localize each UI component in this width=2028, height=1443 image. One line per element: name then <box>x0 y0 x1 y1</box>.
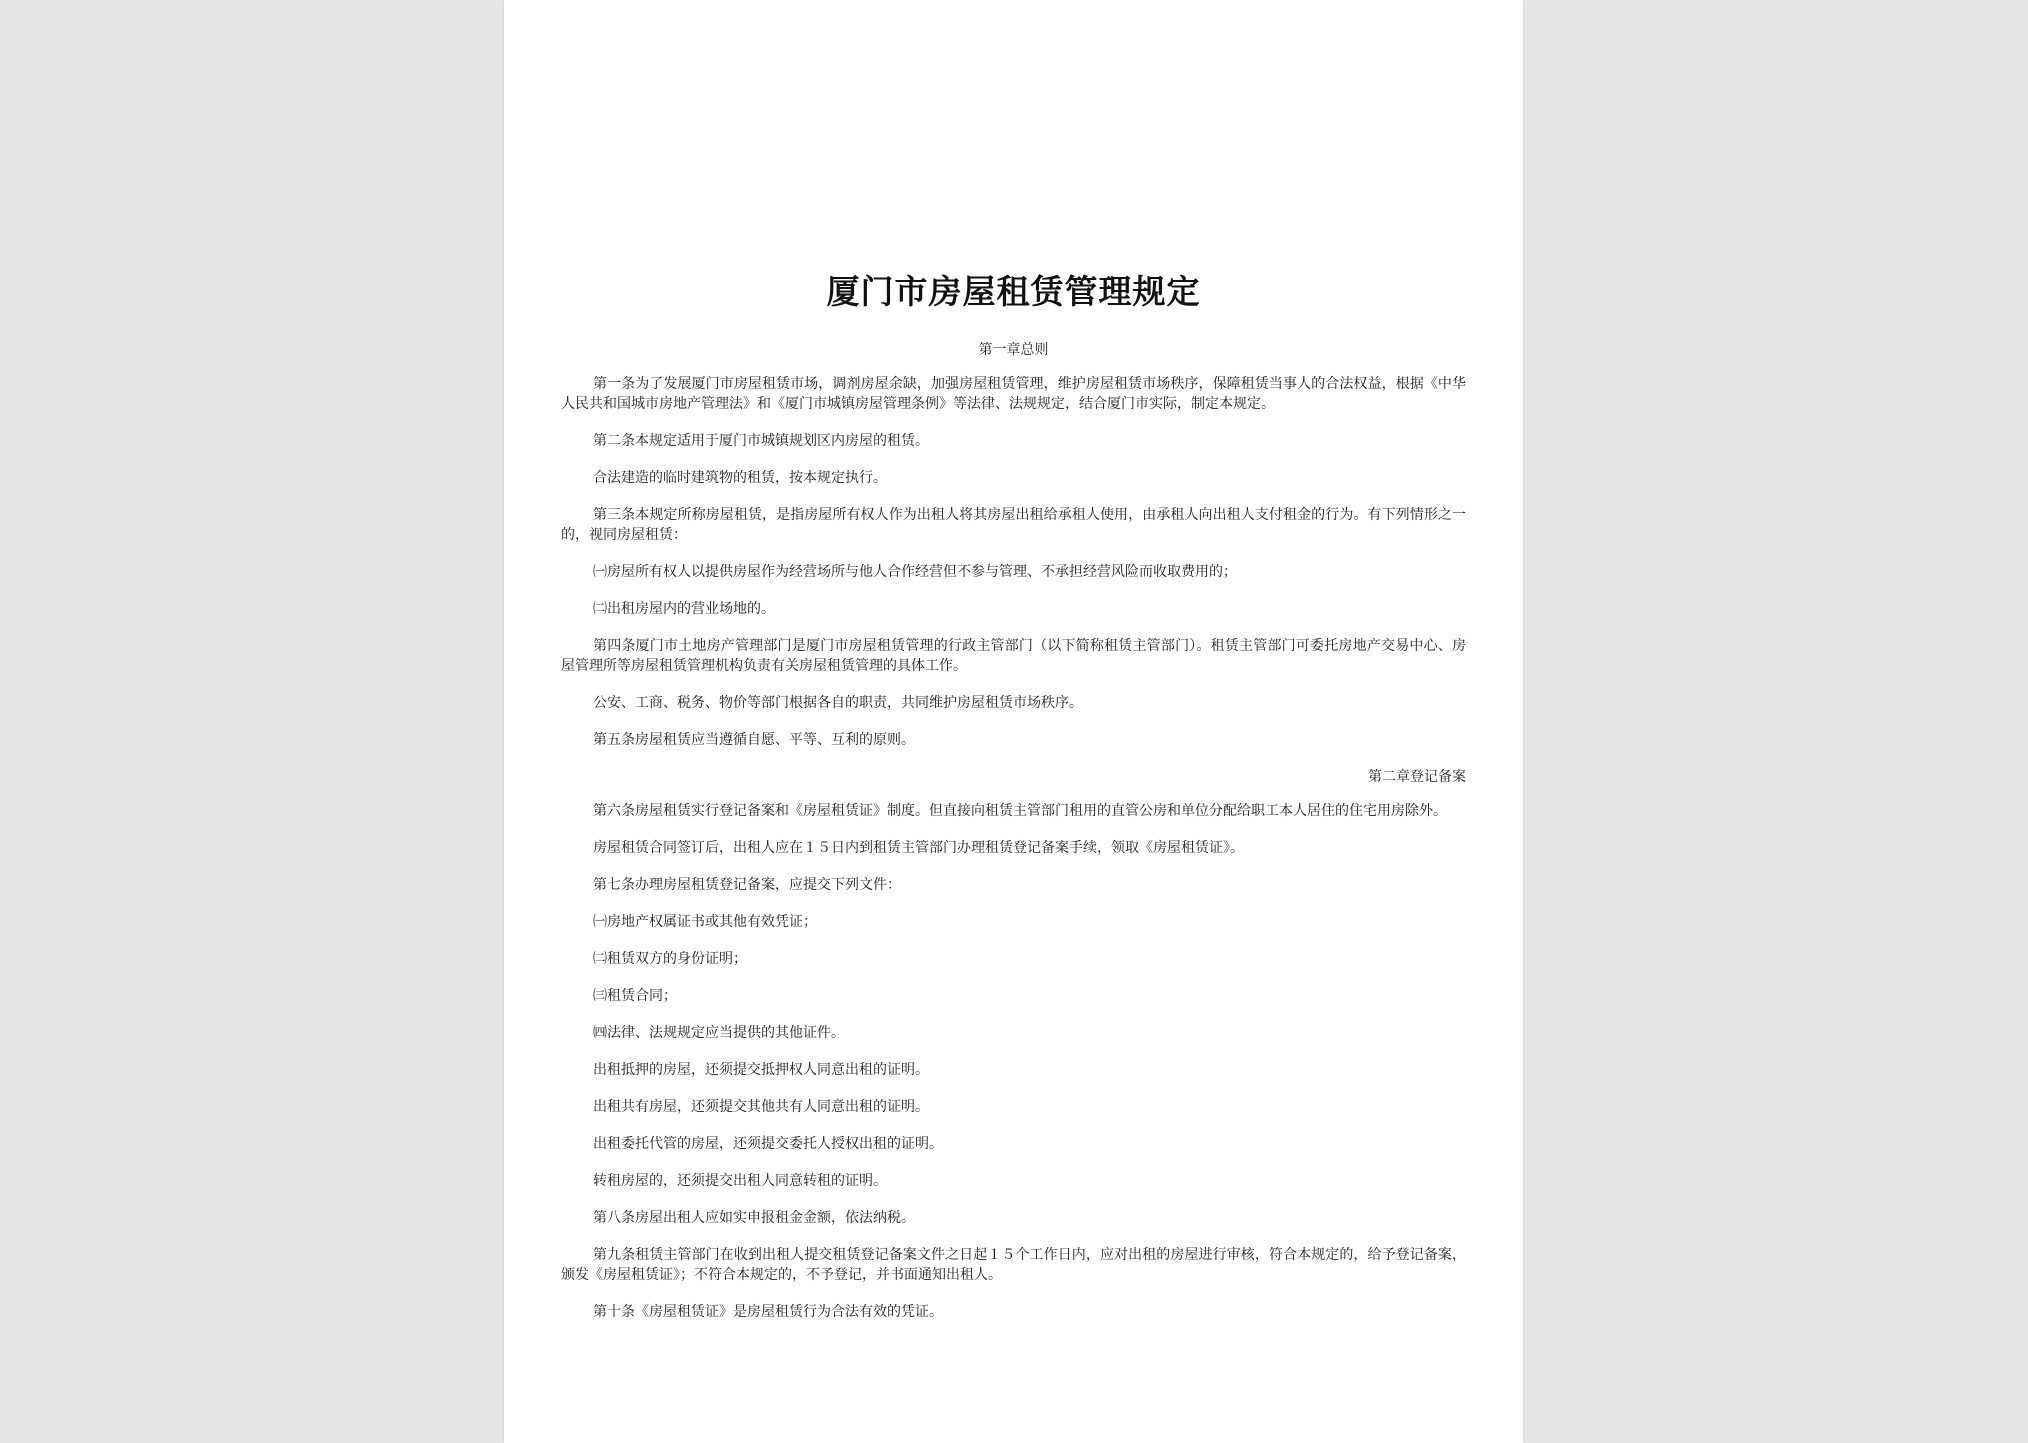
document-title: 厦门市房屋租赁管理规定 <box>826 272 1201 311</box>
paragraph: ㈠房地产权属证书或其他有效凭证； <box>593 914 817 930</box>
paragraph: ㈢租赁合同； <box>593 988 677 1004</box>
document-body <box>561 340 1466 1339</box>
paragraph: 第三条本规定所称房屋租赁，是指房屋所有权人作为出租人将其房屋出租给承租人使用，由承租人向出租人支付租金的行为。有下列情形之一的，视同房屋租赁： <box>561 507 1466 543</box>
paragraph: 出租抵押的房屋，还须提交抵押权人同意出租的证明。 <box>593 1062 929 1078</box>
paragraph: 第六条房屋租赁实行登记备案和《房屋租赁证》制度。但直接向租赁主管部门租用的直管公房和单位分配给职工本人居住的住宅用房除外。 <box>593 803 1447 819</box>
paragraph: 出租共有房屋，还须提交其他共有人同意出租的证明。 <box>593 1099 929 1115</box>
paragraph: 第九条租赁主管部门在收到出租人提交租赁登记备案文件之日起１５个工作日内，应对出租的房屋进行审核，符合本规定的，给予登记备案，颁发《房屋租赁证》；不符合本规定的，不予登记，并书面通知出租人。 <box>561 1247 1466 1283</box>
paragraph: 转租房屋的，还须提交出租人同意转租的证明。 <box>593 1173 887 1189</box>
paragraph: ㈣法律、法规规定应当提供的其他证件。 <box>593 1025 845 1041</box>
paragraph: ㈡租赁双方的身份证明； <box>593 951 747 967</box>
paragraph: 第十条《房屋租赁证》是房屋租赁行为合法有效的凭证。 <box>593 1304 943 1320</box>
paragraph: 第七条办理房屋租赁登记备案，应提交下列文件： <box>593 877 901 893</box>
paragraph: 第八条房屋出租人应如实申报租金金额，依法纳税。 <box>593 1210 915 1226</box>
paragraph: ㈡出租房屋内的营业场地的。 <box>593 601 775 617</box>
chapter-heading-1: 第一章总则 <box>978 342 1049 358</box>
chapter-heading-2: 第二章登记备案 <box>1368 769 1466 785</box>
paragraph: 第一条为了发展厦门市房屋租赁市场，调剂房屋余缺，加强房屋租赁管理，维护房屋租赁市场秩序，保障租赁当事人的合法权益，根据《中华人民共和国城市房地产管理法》和《厦门市城镇房屋管理条例》等法律、法规规定，结合厦门市实际，制定本规定。 <box>561 376 1466 412</box>
paragraph: 公安、工商、税务、物价等部门根据各自的职责，共同维护房屋租赁市场秩序。 <box>593 695 1083 711</box>
paragraph: 出租委托代管的房屋，还须提交委托人授权出租的证明。 <box>593 1136 943 1152</box>
paragraph: ㈠房屋所有权人以提供房屋作为经营场所与他人合作经营但不参与管理、不承担经营风险而收取费用的； <box>593 564 1237 580</box>
paragraph: 房屋租赁合同签订后，出租人应在１５日内到租赁主管部门办理租赁登记备案手续，领取《房屋租赁证》。 <box>593 840 1244 856</box>
paragraph: 合法建造的临时建筑物的租赁，按本规定执行。 <box>593 470 887 486</box>
document-page <box>504 0 1523 1443</box>
paragraph: 第四条厦门市土地房产管理部门是厦门市房屋租赁管理的行政主管部门（以下简称租赁主管部门）。租赁主管部门可委托房地产交易中心、房屋管理所等房屋租赁管理机构负责有关房屋租赁管理的具体工作。 <box>561 638 1466 674</box>
paragraph: 第五条房屋租赁应当遵循自愿、平等、互利的原则。 <box>593 732 915 748</box>
paragraph: 第二条本规定适用于厦门市城镇规划区内房屋的租赁。 <box>593 433 929 449</box>
